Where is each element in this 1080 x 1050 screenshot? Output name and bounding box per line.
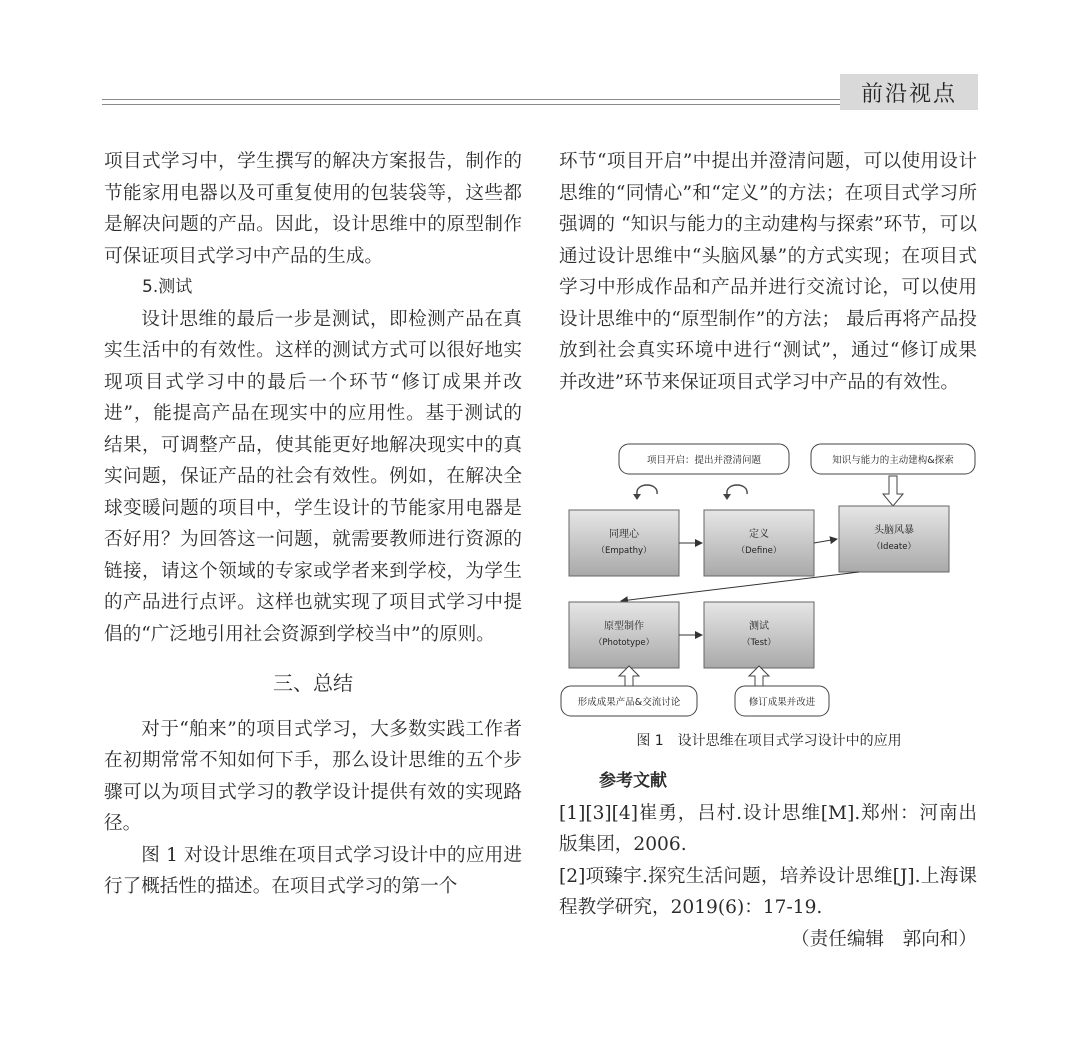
box-prototype bbox=[569, 602, 679, 668]
right-paragraph-1: 环节“项目开启”中提出并澄清问题，可以使用设计思维的“同情心”和“定义”的方法；在项目式学习所强调的 “知识与能力的主动建构与探索”环节，可以通过设计思维中“头脑风暴”的方式实现；在项目式学习中形成作品和产品并进行交流讨论，可以使用设计思维中的“原型制作”的方法； 最后再将产品投放到社会真实环境中进行“测试”，通过“修订成果并改进”环节来保证项目式学习中产品的有效性。 bbox=[559, 151, 977, 393]
box-test bbox=[704, 602, 814, 668]
label-project-start: 项目开启：提出并澄清问题 bbox=[646, 455, 762, 466]
box-ideate bbox=[839, 506, 949, 572]
box-prototype-en: （Phototype） bbox=[593, 638, 655, 648]
curved-arrow-1 bbox=[637, 485, 657, 494]
label-revise: 修订成果并改进 bbox=[748, 697, 816, 708]
down-arrow-brainstorm bbox=[883, 476, 903, 506]
box-prototype-cn: 原型制作 bbox=[604, 621, 644, 632]
box-ideate-cn: 头脑风暴 bbox=[874, 525, 914, 536]
up-arrow-prototype bbox=[619, 666, 639, 686]
label-products: 形成成果产品&交流讨论 bbox=[577, 697, 681, 708]
box-define bbox=[704, 510, 814, 576]
box-define-cn: 定义 bbox=[749, 529, 769, 540]
curved-arrow-2-head bbox=[723, 494, 731, 500]
reference-2: [2]项臻宇.探究生活问题，培养设计思维[J].上海课程教学研究，2019(6)：17-19. bbox=[559, 865, 977, 918]
left-paragraph-2: 设计思维的最后一步是测试，即检测产品在真实生活中的有效性。这样的测试方式可以很好地实现项目式学习中的最后一个环节“修订成果并改进”，能提高产品在现实中的应用性。基于测试的结果，可调整产品，使其能更好地解决现实中的真实问题，保证产品的社会有效性。例如，在解决全球变暖问题的项目中，学生设计的节能家用电器是否好用？为回答这一问题，就需要教师进行资源的链接，请这个领域的专家或学者来到学校，为学生的产品进行点评。这样也就实现了项目式学习中提倡的“广泛地引用社会资源到学校当中”的原则。 bbox=[104, 308, 522, 645]
curved-arrow-1-head bbox=[633, 494, 641, 500]
curved-arrow-2 bbox=[727, 485, 747, 494]
references-heading: 参考文献 bbox=[599, 771, 667, 791]
left-paragraph-4: 图 1 对设计思维在项目式学习设计中的应用进行了概括性的描述。在项目式学习的第一个 bbox=[104, 844, 522, 897]
box-test-en: （Test） bbox=[742, 638, 776, 648]
section-tab: 前沿视点 bbox=[840, 74, 978, 110]
editor-credit: （责任编辑 郭向和） bbox=[791, 928, 977, 950]
figure-caption: 图 1 设计思维在项目式学习设计中的应用 bbox=[636, 733, 902, 749]
box-ideate-en: （Ideate） bbox=[872, 542, 916, 552]
reference-1: [1][3][4]崔勇，吕村.设计思维[M].郑州：河南出版集团，2006. bbox=[559, 802, 977, 855]
sub-heading-test: 5.测试 bbox=[142, 277, 193, 297]
label-knowledge: 知识与能力的主动建构&探索 bbox=[832, 455, 954, 466]
box-empathy bbox=[569, 510, 679, 576]
box-empathy-cn: 同理心 bbox=[609, 529, 639, 540]
left-column bbox=[104, 146, 522, 903]
references bbox=[559, 760, 977, 955]
up-arrow-test bbox=[749, 666, 769, 686]
arrow-define-ideate bbox=[814, 539, 837, 543]
box-empathy-en: （Empathy） bbox=[596, 546, 652, 556]
left-paragraph-3: 对于“舶来”的项目式学习，大多数实践工作者在初期常常不知如何下手，那么设计思维的五个步骤可以为项目式学习的教学设计提供有效的实现路径。 bbox=[104, 718, 522, 834]
left-paragraph-1: 项目式学习中，学生撰写的解决方案报告，制作的节能家用电器以及可重复使用的包装袋等，这些都是解决问题的产品。因此，设计思维中的原型制作可保证项目式学习中产品的生成。 bbox=[104, 151, 522, 267]
design-thinking-figure bbox=[559, 440, 979, 720]
box-define-en: （Define） bbox=[736, 546, 782, 556]
box-test-cn: 测试 bbox=[749, 621, 769, 632]
right-column bbox=[559, 146, 977, 398]
section-heading-summary: 三、总结 bbox=[273, 671, 353, 695]
